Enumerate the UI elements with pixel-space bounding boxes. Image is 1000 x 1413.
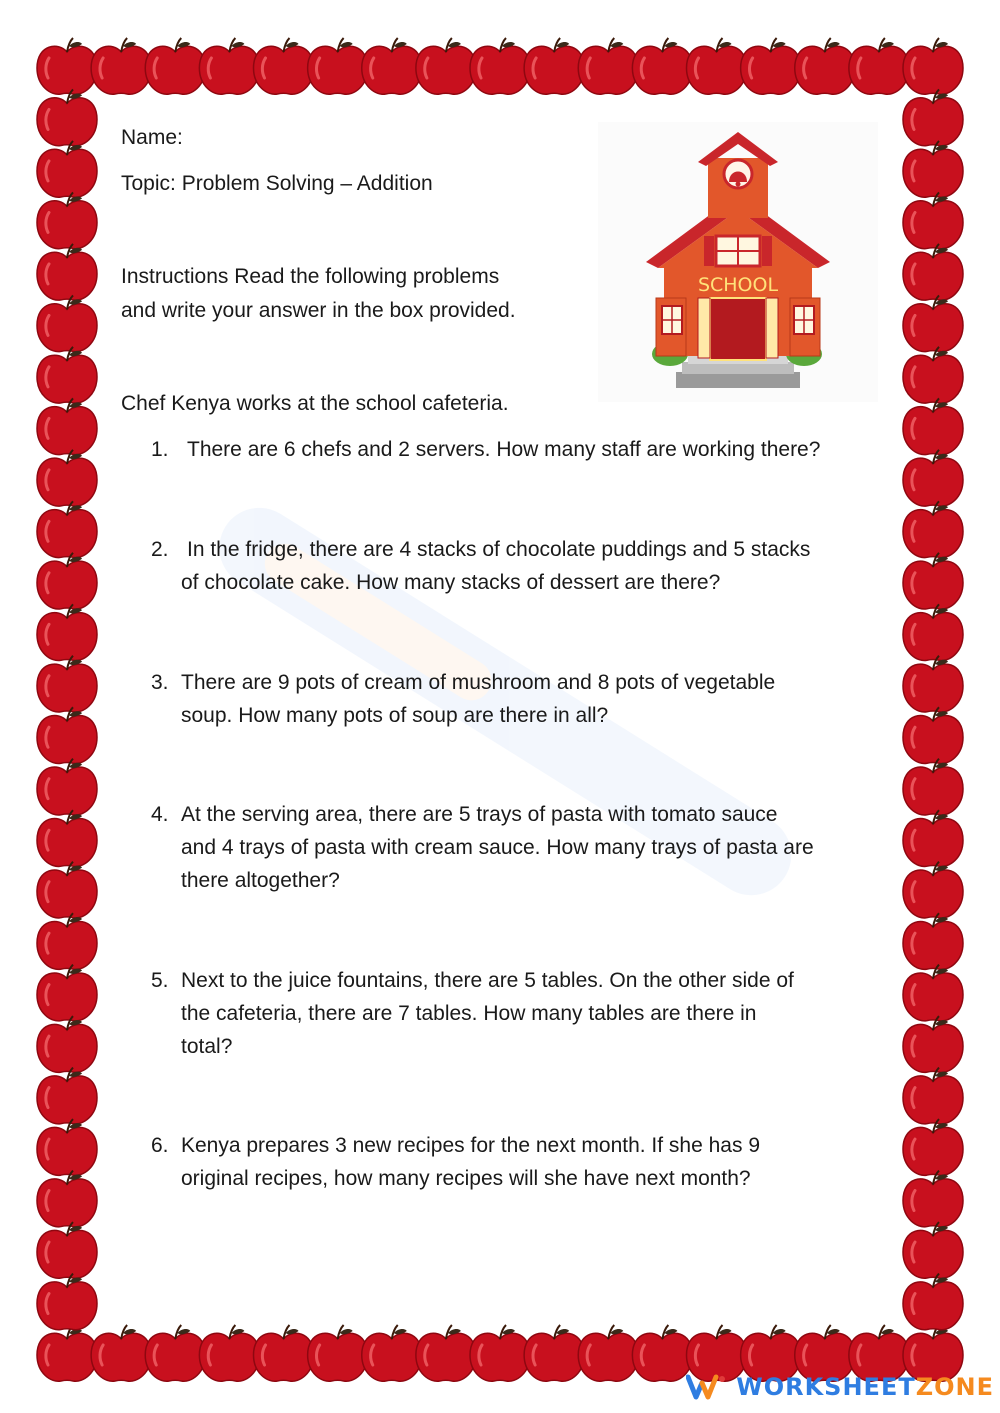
school-sign: SCHOOL [697,274,779,296]
apple-icon [795,38,855,94]
apple-icon [524,38,584,94]
apple-icon [37,965,97,1021]
apple-icon [37,1325,97,1381]
apple-icon [254,38,314,94]
apple-icon [903,656,963,712]
apple-icon [903,89,963,145]
question-line: Next to the juice fountains, there are 5 tables. On the other side of [181,969,794,992]
apple-icon [37,913,97,969]
apple-icon [308,38,368,94]
question-line: there altogether? [181,869,340,892]
apple-icon [903,501,963,557]
question-line: In the fridge, there are 4 stacks of chocolate puddings and 5 stacks [187,538,811,561]
question-line: soup. How many pots of soup are there in all? [181,704,609,727]
apple-icon [903,244,963,300]
apple-icon [578,38,638,94]
question-number: 2. [151,538,169,561]
apple-icon [145,38,205,94]
intro-text: Chef Kenya works at the school cafeteria. [121,392,509,415]
apple-icon [903,913,963,969]
apple-icon [199,38,259,94]
apple-icon [903,1274,963,1330]
apple-icon [416,38,476,94]
instructions-line-2: and write your answer in the box provided. [121,299,516,322]
apple-icon [903,965,963,1021]
apple-icon [37,656,97,712]
apple-icon [308,1325,368,1381]
apple-icon [903,398,963,454]
apple-icon [37,295,97,351]
brand-text-zone: ZONE [915,1373,994,1401]
w-logo-icon [686,1373,726,1401]
apple-icon [37,141,97,197]
question-number: 5. [151,969,169,992]
apple-icon [903,759,963,815]
apple-icon [524,1325,584,1381]
apple-icon [37,1171,97,1227]
apple-icon [37,38,97,94]
apple-icon [37,450,97,506]
question-number: 1. [151,438,169,461]
name-label: Name: [121,126,183,149]
apple-icon [91,1325,151,1381]
question-line: Kenya prepares 3 new recipes for the next month. If she has 9 [181,1134,760,1157]
question-line: There are 9 pots of cream of mushroom and 8 pots of vegetable [181,671,776,694]
apple-icon [903,347,963,403]
apple-icon [578,1325,638,1381]
question-line: total? [181,1035,233,1058]
apple-icon [903,862,963,918]
apple-icon [37,89,97,145]
apple-icon [91,38,151,94]
topic-title: Topic: Problem Solving – Addition [121,172,433,195]
apple-icon [37,1068,97,1124]
apple-icon [37,759,97,815]
apple-icon [37,501,97,557]
question-number: 6. [151,1134,169,1157]
apple-icon [362,1325,422,1381]
apple-icon [37,244,97,300]
question-line: the cafeteria, there are 7 tables. How many tables are there in [181,1002,757,1025]
apple-icon [903,295,963,351]
apple-icon [145,1325,205,1381]
apple-icon [37,1222,97,1278]
apple-icon [470,1325,530,1381]
apple-icon [632,1325,692,1381]
instructions-line-1: Instructions Read the following problems [121,265,500,288]
apple-icon [903,553,963,609]
apple-icon [37,1119,97,1175]
apple-icon [903,38,963,94]
question-line: original recipes, how many recipes will she have next month? [181,1167,751,1190]
question-line: of chocolate cake. How many stacks of dessert are there? [181,571,721,594]
apple-icon [849,38,909,94]
question-line: At the serving area, there are 5 trays of pasta with tomato sauce [181,803,778,826]
apple-icon [741,38,801,94]
apple-icon [37,810,97,866]
apple-icon [903,1222,963,1278]
school-house-illustration [598,122,878,402]
apple-icon [37,398,97,454]
apple-icon [903,707,963,763]
apple-icon [632,38,692,94]
apple-icon [199,1325,259,1381]
question-number: 4. [151,803,169,826]
brand-text-worksheet: WORKSHEET [736,1373,916,1401]
apple-icon [37,553,97,609]
apple-icon [37,707,97,763]
apple-icon [37,862,97,918]
apple-icon [37,604,97,660]
apple-icon [470,38,530,94]
apple-icon [903,810,963,866]
apple-icon [37,192,97,248]
apple-icon [37,1274,97,1330]
question-line: There are 6 chefs and 2 servers. How many staff are working there? [187,438,821,461]
question-line: and 4 trays of pasta with cream sauce. How many trays of pasta are [181,836,814,859]
apple-icon [416,1325,476,1381]
apple-icon [903,141,963,197]
apple-icon [903,1171,963,1227]
question-number: 3. [151,671,169,694]
apple-icon [362,38,422,94]
apple-icon [37,1016,97,1072]
apple-icon [254,1325,314,1381]
apple-icon [903,1119,963,1175]
apple-icon [687,38,747,94]
apple-icon [903,604,963,660]
apple-icon [903,1016,963,1072]
worksheetzone-logo [686,1369,994,1405]
apple-icon [903,192,963,248]
apple-icon [37,347,97,403]
apple-icon [903,450,963,506]
apple-icon [903,1068,963,1124]
